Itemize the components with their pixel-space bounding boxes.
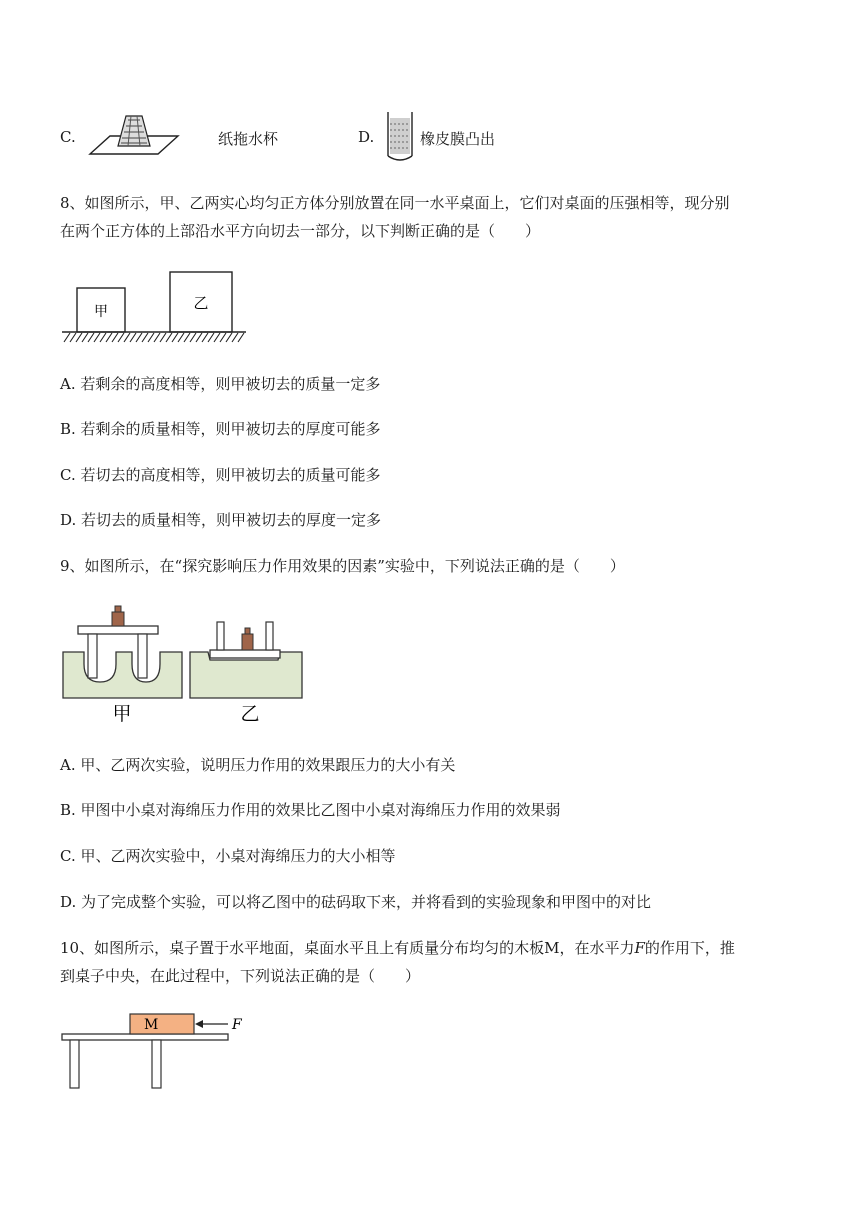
sponge-yi	[190, 652, 302, 698]
board-m-label: M	[144, 1017, 159, 1033]
q8-stem-line1: 8、如图所示，甲、乙两实心均匀正方体分别放置在同一水平桌面上，它们对桌面的压强相等，现分别	[60, 194, 730, 212]
table-leg-jia-left	[88, 634, 97, 678]
q8-option-d: D. 若切去的质量相等，则甲被切去的厚度一定多	[60, 511, 382, 529]
q10-stem-line1	[60, 937, 735, 959]
board-m	[130, 1014, 194, 1034]
desk-leg-right	[152, 1040, 161, 1088]
q8-option-c: C. 若切去的高度相等，则甲被切去的质量可能多	[60, 466, 381, 484]
table-top-jia	[78, 626, 158, 634]
option-d-text: 橡皮膜凸出	[420, 130, 496, 148]
ground-hatch	[64, 333, 244, 342]
force-label: F	[232, 1017, 242, 1033]
table-leg-yi-left	[217, 622, 224, 650]
q9-sponge-figure	[60, 602, 310, 727]
fig9-label-yi: 乙	[240, 703, 260, 725]
q9-option-d: D. 为了完成整个实验，可以将乙图中的砝码取下来，并将看到的实验现象和甲图中的对比	[60, 893, 652, 911]
q9-stem: 9、如图所示，在“探究影响压力作用效果的因素”实验中，下列说法正确的是（ ）	[60, 557, 625, 575]
weight-yi	[242, 634, 253, 650]
desk-leg-left	[70, 1040, 79, 1088]
q10-stem-part2: 的作用下，推	[644, 939, 735, 957]
sponge-jia	[63, 652, 182, 698]
q9-option-a: A. 甲、乙两次实验，说明压力作用的效果跟压力的大小有关	[60, 756, 456, 774]
q10-table-figure	[60, 1008, 260, 1092]
paper-cup-figure	[84, 112, 184, 158]
table-leg-yi-right	[266, 622, 273, 650]
q9-option-c: C. 甲、乙两次实验中，小桌对海绵压力的大小相等	[60, 847, 396, 865]
option-d-label: D.	[358, 128, 375, 146]
weight-jia	[112, 612, 124, 626]
q8-stem-line2: 在两个正方体的上部沿水平方向切去一部分，以下判断正确的是（ ）	[60, 222, 541, 240]
desk-top	[62, 1034, 228, 1040]
option-c-text: 纸拖水杯	[218, 130, 279, 148]
option-c-label: C.	[60, 128, 76, 146]
q10-stem-line2: 到桌子中央，在此过程中，下列说法正确的是（ ）	[60, 967, 421, 985]
q10-force-symbol: F	[634, 939, 645, 957]
cube-jia-label: 甲	[94, 304, 108, 320]
fig9-label-jia: 甲	[112, 703, 132, 725]
rubber-film-tube-figure	[384, 110, 418, 164]
q8-cubes-figure	[60, 266, 250, 350]
q8-option-b: B. 若剩余的质量相等，则甲被切去的厚度可能多	[60, 420, 381, 438]
table-top-yi	[210, 650, 280, 658]
table-leg-jia-right	[138, 634, 147, 678]
q8-option-a: A. 若剩余的高度相等，则甲被切去的质量一定多	[60, 375, 381, 393]
cube-yi-label: 乙	[193, 294, 209, 312]
q9-option-b: B. 甲图中小桌对海绵压力作用的效果比乙图中小桌对海绵压力作用的效果弱	[60, 801, 561, 819]
q10-stem-part1: 10、如图所示，桌子置于水平地面，桌面水平且上有质量分布均匀的木板M，在水平力	[60, 939, 635, 957]
